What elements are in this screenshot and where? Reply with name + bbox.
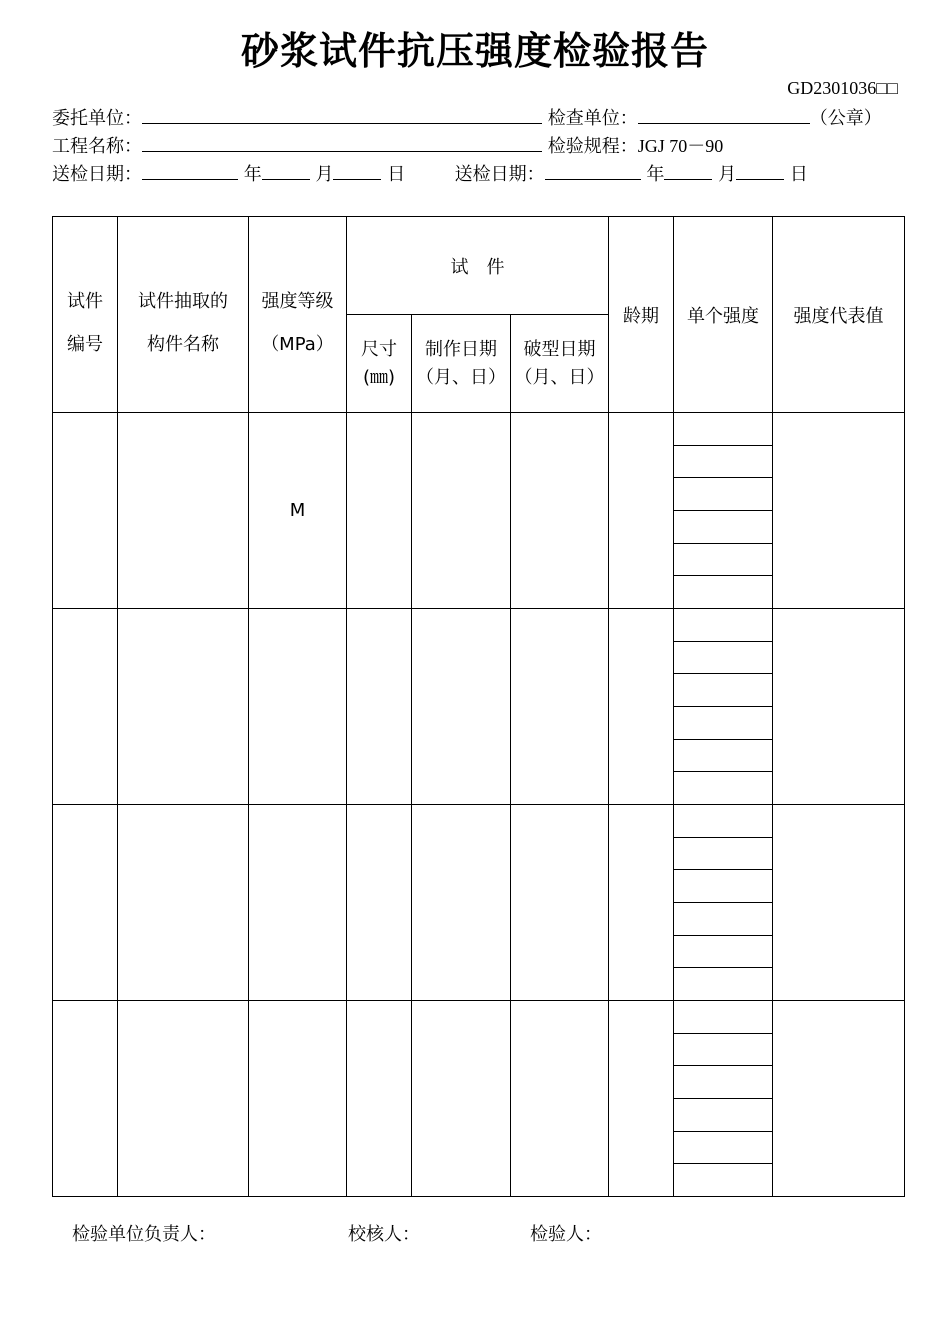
single-strength-slot[interactable] <box>674 838 772 871</box>
send-date-row <box>52 162 808 186</box>
single-strength-slot[interactable] <box>674 544 772 577</box>
cell-specimen-id[interactable] <box>53 413 118 609</box>
year-label-2: 年 <box>646 164 665 185</box>
standard-value: JGJ 70－90 <box>637 136 724 156</box>
cell-member-name[interactable] <box>118 609 249 805</box>
cell-strength-grade[interactable] <box>249 609 347 805</box>
single-strength-slot[interactable] <box>674 511 772 544</box>
header-age: 龄期 <box>609 217 674 413</box>
single-strength-slot[interactable] <box>674 805 772 838</box>
single-strength-slot[interactable] <box>674 674 772 707</box>
single-strength-slot[interactable] <box>674 446 772 479</box>
single-strength-slot[interactable] <box>674 1001 772 1034</box>
cell-specimen-id[interactable] <box>53 805 118 1001</box>
header-strength-grade: 强度等级 （MPa） <box>249 217 347 413</box>
cell-single-strength <box>674 1001 773 1197</box>
cell-representative-strength[interactable] <box>773 805 905 1001</box>
inspector-input[interactable] <box>638 106 810 124</box>
cell-made-date[interactable] <box>412 1001 511 1197</box>
send-year-input-2[interactable] <box>545 162 641 180</box>
cell-made-date[interactable] <box>412 805 511 1001</box>
single-strength-slot[interactable] <box>674 413 772 446</box>
tester-label: 检验人： <box>530 1224 602 1245</box>
month-label-2: 月 <box>718 164 737 185</box>
header-single-strength: 单个强度 <box>674 217 773 413</box>
send-year-input[interactable] <box>142 162 238 180</box>
table-row <box>53 609 905 805</box>
header-specimen: 试 件 <box>347 217 609 315</box>
single-strength-slot[interactable] <box>674 1164 772 1196</box>
cell-member-name[interactable] <box>118 805 249 1001</box>
project-input[interactable] <box>142 134 542 152</box>
single-strength-slot[interactable] <box>674 609 772 642</box>
cell-broken-date[interactable] <box>511 1001 609 1197</box>
cell-specimen-id[interactable] <box>53 1001 118 1197</box>
report-title: 砂浆试件抗压强度检验报告 <box>240 29 709 73</box>
cell-age[interactable] <box>609 1001 674 1197</box>
header-representative-strength: 强度代表值 <box>773 217 905 413</box>
client-input[interactable] <box>142 106 542 124</box>
cell-specimen-id[interactable] <box>53 609 118 805</box>
single-strength-slot[interactable] <box>674 936 772 969</box>
lab-head-label: 检验单位负责人： <box>72 1224 216 1245</box>
single-strength-slot[interactable] <box>674 642 772 675</box>
single-strength-slot[interactable] <box>674 968 772 1000</box>
cell-representative-strength[interactable] <box>773 413 905 609</box>
cell-size[interactable] <box>347 413 412 609</box>
single-strength-slot[interactable] <box>674 903 772 936</box>
single-strength-slot[interactable] <box>674 870 772 903</box>
cell-representative-strength[interactable] <box>773 609 905 805</box>
project-row <box>52 134 723 158</box>
table-row <box>53 1001 905 1197</box>
cell-broken-date[interactable] <box>511 413 609 609</box>
send-day-input[interactable] <box>333 162 381 180</box>
seal-note: （公章） <box>809 108 882 129</box>
cell-single-strength <box>674 413 773 609</box>
inspector-label: 检查单位： <box>547 108 638 129</box>
header-member-name: 试件抽取的 构件名称 <box>118 217 249 413</box>
header-specimen-id: 试件 编号 <box>53 217 118 413</box>
cell-single-strength <box>674 609 773 805</box>
standard-label: 检验规程： <box>547 136 638 157</box>
document-code: GD2301036□□ <box>787 78 898 98</box>
table-row <box>53 805 905 1001</box>
cell-member-name[interactable] <box>118 1001 249 1197</box>
cell-age[interactable] <box>609 413 674 609</box>
header-size: 尺寸 (㎜) <box>347 315 412 413</box>
cell-strength-grade[interactable] <box>249 805 347 1001</box>
single-strength-slot[interactable] <box>674 1132 772 1165</box>
single-strength-slot[interactable] <box>674 1099 772 1132</box>
single-strength-slot[interactable] <box>674 1066 772 1099</box>
single-strength-slot[interactable] <box>674 740 772 773</box>
cell-size[interactable] <box>347 1001 412 1197</box>
send-date-label: 送检日期： <box>52 164 142 185</box>
send-month-input-2[interactable] <box>664 162 712 180</box>
single-strength-slot[interactable] <box>674 1034 772 1067</box>
day-label-2: 日 <box>789 164 808 185</box>
cell-strength-grade[interactable]: M <box>249 413 347 609</box>
send-month-input[interactable] <box>262 162 310 180</box>
project-label: 工程名称： <box>52 136 142 157</box>
cell-representative-strength[interactable] <box>773 1001 905 1197</box>
cell-broken-date[interactable] <box>511 805 609 1001</box>
header-row-1 <box>53 217 905 315</box>
cell-member-name[interactable] <box>118 413 249 609</box>
single-strength-slot[interactable] <box>674 478 772 511</box>
client-row <box>52 106 882 130</box>
single-strength-slot[interactable] <box>674 707 772 740</box>
cell-made-date[interactable] <box>412 413 511 609</box>
header-broken-date: 破型日期 （月、日） <box>511 315 609 413</box>
cell-strength-grade[interactable] <box>249 1001 347 1197</box>
send-date-label-2: 送检日期： <box>454 164 545 185</box>
send-day-input-2[interactable] <box>736 162 784 180</box>
cell-made-date[interactable] <box>412 609 511 805</box>
single-strength-slot[interactable] <box>674 772 772 804</box>
cell-age[interactable] <box>609 805 674 1001</box>
month-label: 月 <box>315 164 334 185</box>
year-label: 年 <box>243 164 262 185</box>
checker-label: 校核人： <box>348 1224 420 1245</box>
day-label: 日 <box>387 164 406 185</box>
cell-size[interactable] <box>347 805 412 1001</box>
cell-broken-date[interactable] <box>511 609 609 805</box>
single-strength-slot[interactable] <box>674 576 772 608</box>
results-table <box>52 216 905 1197</box>
cell-size[interactable] <box>347 609 412 805</box>
client-label: 委托单位： <box>52 108 142 129</box>
cell-single-strength <box>674 805 773 1001</box>
cell-age[interactable] <box>609 609 674 805</box>
header-made-date: 制作日期 （月、日） <box>412 315 511 413</box>
table-row <box>53 413 905 609</box>
